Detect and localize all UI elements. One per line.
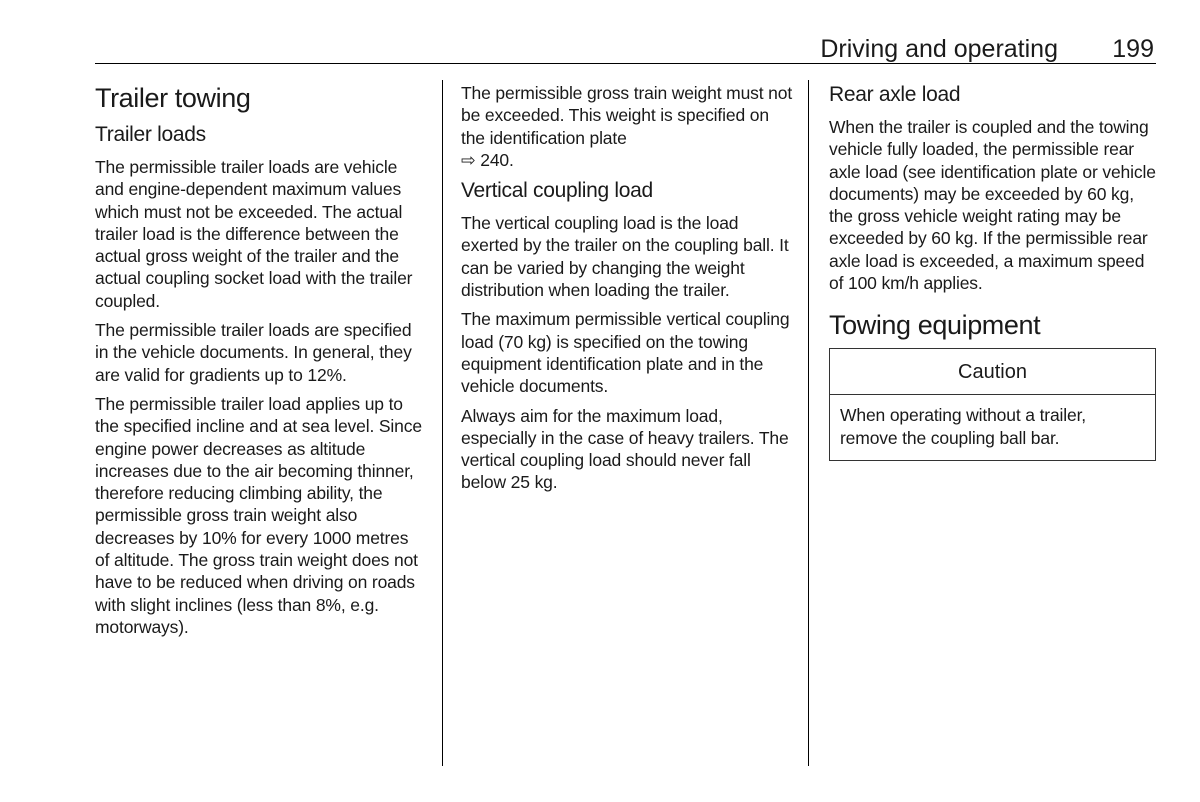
page-reference-icon: ⇨ (461, 149, 476, 170)
section-title: Driving and operating (820, 35, 1058, 63)
paragraph: The vertical coupling load is the load exerted by the trailer on the coupling ball. It can be varied by changing the weight distribution when loading the trailer. (461, 213, 789, 301)
subsection-title: Vertical coupling load (461, 179, 653, 203)
paragraph: The permissible trailer loads are vehicle and engine-dependent maximum values which must not be exceeded. The actual trailer load is the difference between the actual gross weight of the trailer and the actual coupling socket load with the trailer coupled. (95, 157, 413, 311)
paragraph: The maximum permissible vertical coupling load (70 kg) is specified on the towing equipment identification plate and in the vehicle documents. (461, 309, 790, 397)
paragraph (461, 82, 793, 171)
section-heading: Towing equipment (829, 310, 1041, 341)
column-right (829, 82, 1159, 461)
intro-text: The permissible gross train weight must not be exceeded. This weight is specified on the identification plate (461, 83, 793, 148)
caution-box (829, 348, 1156, 461)
column-left (95, 82, 427, 645)
column-divider (442, 80, 443, 766)
paragraph: The permissible trailer loads are specified in the vehicle documents. In general, they are valid for gradients up to 12%. (95, 320, 412, 385)
page-number: 199 (1112, 35, 1154, 63)
caution-title: Caution (830, 349, 1155, 395)
chapter-title: Trailer towing (95, 83, 251, 113)
caution-body: When operating without a trailer, remove the coupling ball bar. (840, 405, 1087, 448)
page-header (95, 33, 1156, 64)
subsection-title: Trailer loads (95, 123, 206, 146)
paragraph: Always aim for the maximum load, especially in the case of heavy trailers. The vertical coupling load should never fall below 25 kg. (461, 405, 789, 493)
page-reference[interactable]: 240. (480, 149, 514, 170)
paragraph: The permissible trailer load applies up to the specified incline and at sea level. Since engine power decreases as altitude increases due to the air becoming thinner, therefore reducing climbing ability, the permissible gross train weight also decreases by 10% for every 1000 metres of altitude. The gross train weight does not have to be reduced when driving on roads with slight inclines (less than 8%, e.g. motorways). (95, 393, 422, 637)
column-middle (461, 82, 793, 501)
column-divider (808, 80, 809, 766)
paragraph: When the trailer is coupled and the towing vehicle fully loaded, the permissible rear axle load (see identification plate or vehicle documents) may be exceeded by 60 kg, the gross vehicle weight rating may be exceeded by 60 kg. If the permissible rear axle load is exceeded, a maximum speed of 100 km/h applies. (829, 117, 1156, 294)
subsection-title: Rear axle load (829, 83, 961, 106)
